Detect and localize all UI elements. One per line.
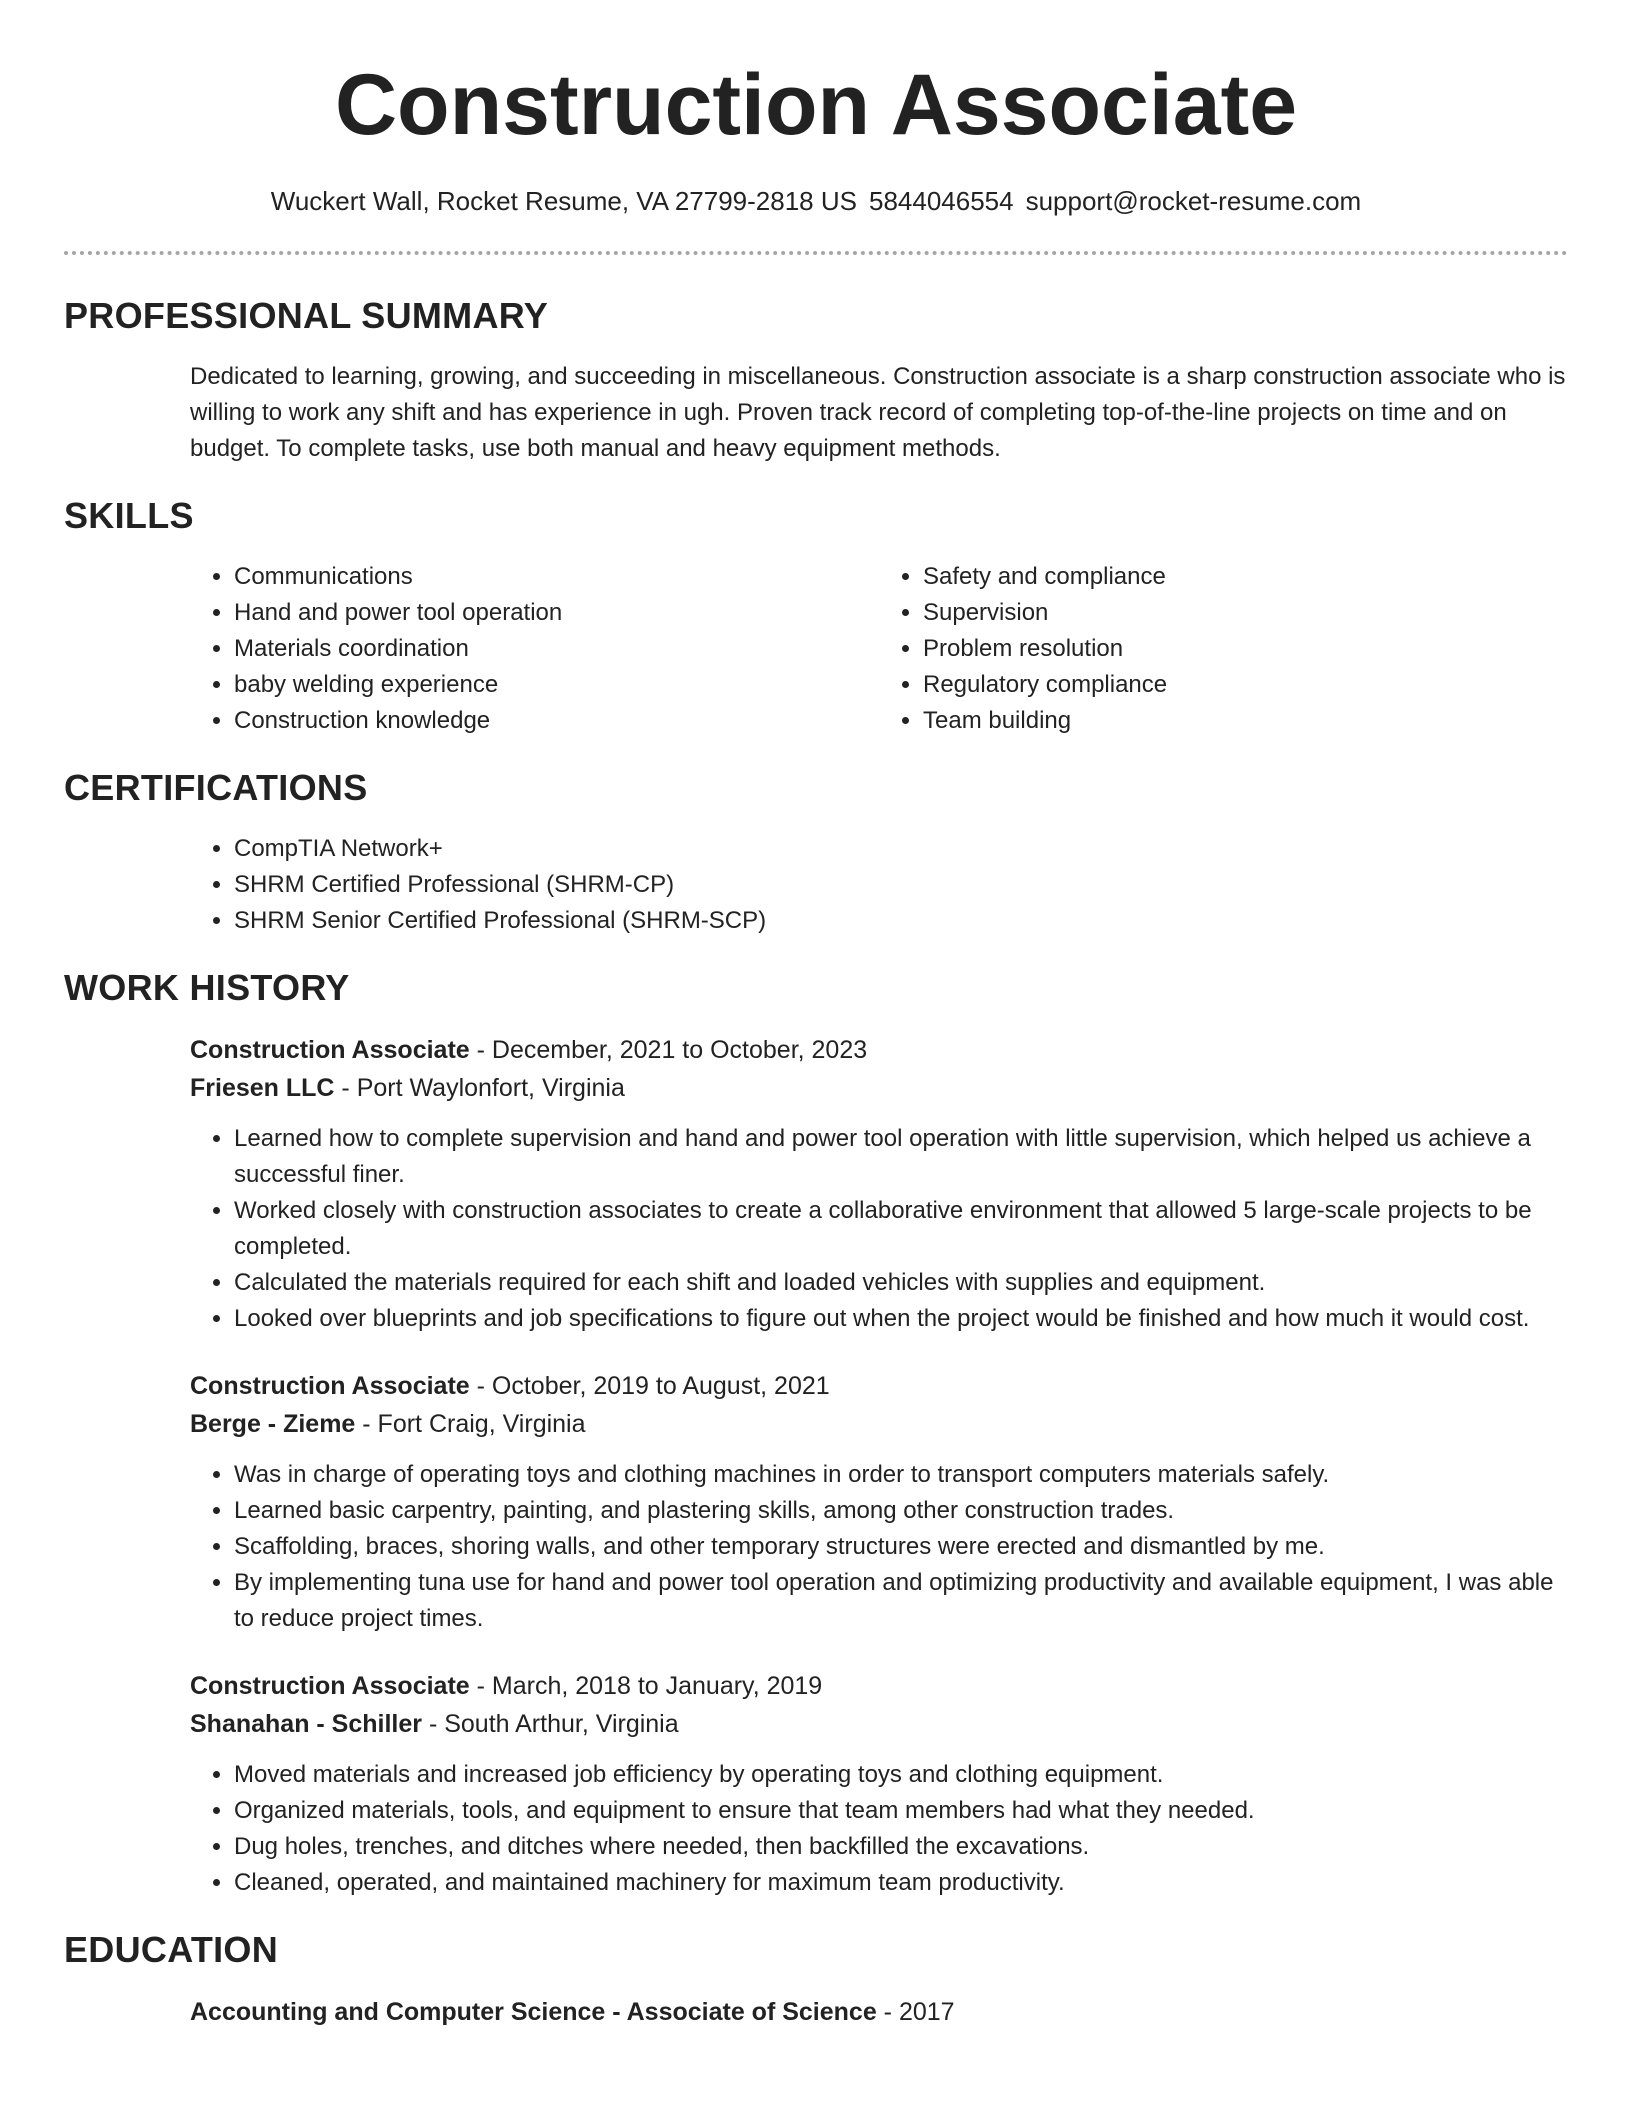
- certification-item: • SHRM Senior Certified Professional (SHRM-SCP): [234, 903, 1568, 939]
- skill-item: • Construction knowledge: [234, 703, 879, 739]
- job-entry: [190, 1667, 1568, 1901]
- job-bullet: • Looked over blueprints and job specifications to figure out when the project would be finished and how much it would cost.: [234, 1301, 1568, 1337]
- skill-item: • Materials coordination: [234, 631, 879, 667]
- job-entry: [190, 1367, 1568, 1637]
- job-location: - Fort Craig, Virginia: [355, 1410, 586, 1438]
- job-entry: [190, 1031, 1568, 1337]
- header-divider: [64, 251, 1568, 255]
- skill-item: • Supervision: [923, 595, 1568, 631]
- job-dates: - December, 2021 to October, 2023: [469, 1036, 868, 1064]
- contact-phone: 5844046554: [868, 186, 1014, 216]
- certification-item: • SHRM Certified Professional (SHRM-CP): [234, 867, 1568, 903]
- education-section: [190, 1993, 1568, 2031]
- skills-heading: SKILLS: [64, 495, 194, 536]
- job-bullet: • Moved materials and increased job efficiency by operating toys and clothing equipment.: [234, 1757, 1568, 1793]
- certifications-list: [190, 831, 1568, 939]
- summary-heading: PROFESSIONAL SUMMARY: [64, 295, 549, 336]
- job-bullet: • Dug holes, trenches, and ditches where needed, then backfilled the excavations.: [234, 1829, 1568, 1865]
- work-history-heading: WORK HISTORY: [64, 967, 350, 1008]
- resume-name: Construction Associate: [334, 57, 1298, 153]
- job-company-line: [190, 1069, 1568, 1107]
- job-company: Friesen LLC: [190, 1074, 335, 1102]
- job-title-line: [190, 1667, 1568, 1705]
- job-company: Berge - Zieme: [190, 1410, 356, 1438]
- job-bullets: [190, 1121, 1568, 1337]
- skill-item: • Communications: [234, 559, 879, 595]
- job-bullet: • Worked closely with construction associates to create a collaborative environment that allowed 5 large-scale projects to be completed.: [234, 1193, 1568, 1265]
- job-bullets: [190, 1457, 1568, 1637]
- certification-item: • CompTIA Network+: [234, 831, 1568, 867]
- skill-item: • baby welding experience: [234, 667, 879, 703]
- skill-item: • Safety and compliance: [923, 559, 1568, 595]
- summary-text: Dedicated to learning, growing, and succeeding in miscellaneous. Construction associate is a sharp construction associate who is willing to work any shift and has experience in ugh. Proven track record of completing top-of-the-line projects on time and on budget. To complete tasks, use both manual and heavy equipment methods.: [190, 363, 1566, 462]
- education-line: [190, 1993, 1568, 2031]
- job-company-line: [190, 1405, 1568, 1443]
- skill-item: • Problem resolution: [923, 631, 1568, 667]
- contact-email: support@rocket-resume.com: [1025, 186, 1362, 216]
- job-bullet: • Cleaned, operated, and maintained machinery for maximum team productivity.: [234, 1865, 1568, 1901]
- certifications-heading: CERTIFICATIONS: [64, 767, 368, 808]
- job-role: Construction Associate: [190, 1672, 470, 1700]
- summary-section: [190, 359, 1568, 467]
- education-heading: EDUCATION: [64, 1929, 279, 1970]
- job-title-line: [190, 1367, 1568, 1405]
- certifications-section: [190, 831, 1568, 939]
- job-dates: - March, 2018 to January, 2019: [469, 1672, 823, 1700]
- job-dates: - October, 2019 to August, 2021: [469, 1372, 830, 1400]
- job-role: Construction Associate: [190, 1372, 470, 1400]
- job-bullet: • Organized materials, tools, and equipment to ensure that team members had what they needed.: [234, 1793, 1568, 1829]
- skill-item: • Team building: [923, 703, 1568, 739]
- education-year: - 2017: [876, 1998, 955, 2026]
- job-bullet: • Scaffolding, braces, shoring walls, and other temporary structures were erected and dismantled by me.: [234, 1529, 1568, 1565]
- skill-item: • Regulatory compliance: [923, 667, 1568, 703]
- skills-list-left: [190, 559, 879, 739]
- job-location: - South Arthur, Virginia: [422, 1710, 679, 1738]
- job-role: Construction Associate: [190, 1036, 470, 1064]
- contact-address: Wuckert Wall, Rocket Resume, VA 27799-2818 US: [270, 186, 857, 216]
- job-company: Shanahan - Schiller: [190, 1710, 423, 1738]
- job-location: - Port Waylonfort, Virginia: [334, 1074, 625, 1102]
- contact-line: [64, 186, 1568, 217]
- job-bullet: • Learned basic carpentry, painting, and plastering skills, among other construction trades.: [234, 1493, 1568, 1529]
- education-degree: Accounting and Computer Science - Associate of Science: [190, 1998, 877, 2026]
- skills-list-right: [879, 559, 1568, 739]
- job-bullet: • Was in charge of operating toys and clothing machines in order to transport computers materials safely.: [234, 1457, 1568, 1493]
- job-bullet: • By implementing tuna use for hand and power tool operation and optimizing productivity and available equipment, I was able to reduce project times.: [234, 1565, 1568, 1637]
- skill-item: • Hand and power tool operation: [234, 595, 879, 631]
- job-bullets: [190, 1757, 1568, 1901]
- job-bullet: • Calculated the materials required for each shift and loaded vehicles with supplies and equipment.: [234, 1265, 1568, 1301]
- job-title-line: [190, 1031, 1568, 1069]
- job-company-line: [190, 1705, 1568, 1743]
- job-bullet: • Learned how to complete supervision and hand and power tool operation with little supervision, which helped us achieve a successful finer.: [234, 1121, 1568, 1193]
- skills-section: [190, 559, 1568, 739]
